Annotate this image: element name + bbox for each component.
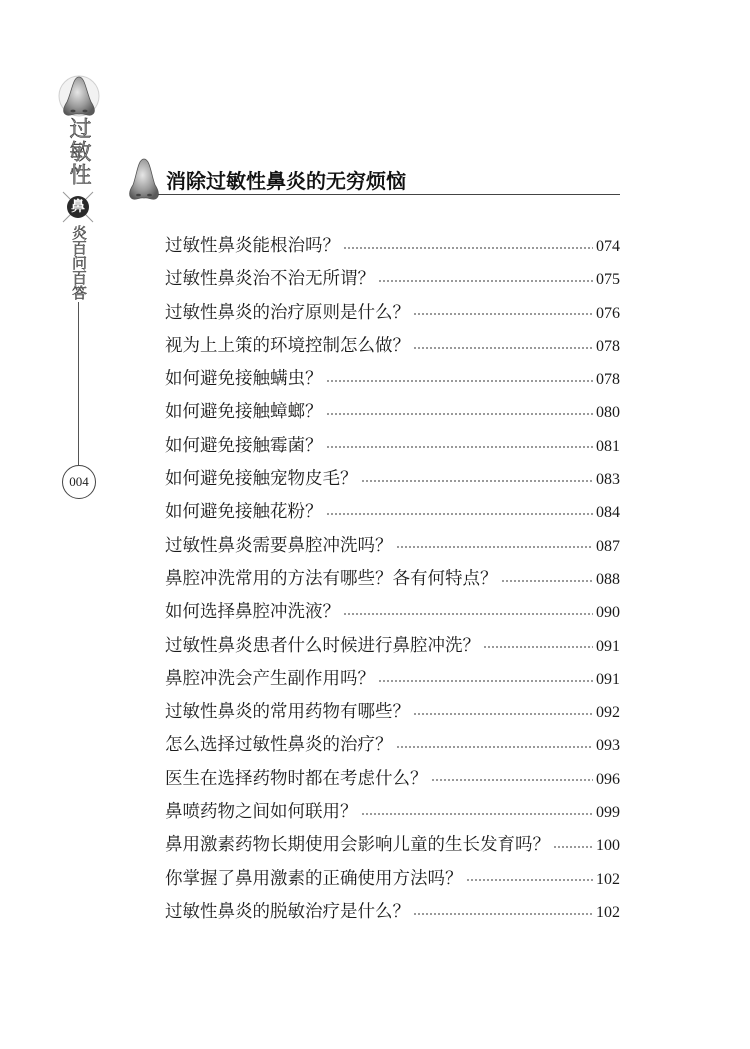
spine-title-bottom: 炎百问百答 [70, 225, 88, 300]
nose-icon [57, 74, 101, 118]
toc-dot-leader [431, 779, 594, 781]
toc-entry [165, 363, 620, 396]
toc-entry [165, 563, 620, 596]
toc-entry-title: 过敏性鼻炎的治疗原则是什么？ [165, 302, 410, 323]
toc-entry-page: 102 [596, 903, 620, 921]
toc-dot-leader [326, 513, 594, 515]
toc-entry [165, 596, 620, 629]
toc-dot-leader [413, 713, 593, 715]
toc-dot-leader [343, 613, 593, 615]
toc-dot-leader [361, 813, 594, 815]
nose-icon [126, 157, 162, 201]
toc-dot-leader [501, 580, 594, 582]
toc-entry-title: 过敏性鼻炎的脱敏治疗是什么？ [165, 901, 410, 922]
toc-entry-page: 076 [596, 304, 620, 322]
toc-entry-page: 091 [596, 670, 620, 688]
toc-entry-page: 084 [596, 504, 620, 522]
toc-entry-title: 过敏性鼻炎的常用药物有哪些？ [165, 702, 410, 723]
toc-entry-title: 怎么选择过敏性鼻炎的治疗？ [165, 735, 393, 756]
toc-dot-leader [343, 247, 593, 249]
toc-dot-leader [361, 480, 594, 482]
toc-entry [165, 696, 620, 729]
toc-entry [165, 330, 620, 363]
toc-dot-leader [396, 546, 594, 548]
toc-entry-page: 083 [596, 471, 620, 489]
toc-dot-leader [483, 646, 593, 648]
toc-entry-title: 如何避免接触蟑螂？ [165, 402, 323, 423]
toc-entry-page: 093 [596, 737, 620, 755]
toc-entry-page: 081 [596, 437, 620, 455]
toc-entry-title: 鼻用激素药物长期使用会影响儿童的生长发育吗？ [165, 835, 550, 856]
toc-entry [165, 663, 620, 696]
toc-entry-title: 过敏性鼻炎治不治无所谓？ [165, 269, 375, 290]
section-underline [158, 194, 620, 195]
toc-entry-page: 078 [596, 371, 620, 389]
toc-entry [165, 829, 620, 862]
toc-entry-title: 过敏性鼻炎患者什么时候进行鼻腔冲洗？ [165, 635, 480, 656]
toc-entry [165, 496, 620, 529]
toc-dot-leader [326, 380, 594, 382]
spine-divider [78, 302, 79, 465]
toc-entry-page: 078 [596, 337, 620, 355]
section-title: 消除过敏性鼻炎的无穷烦恼 [166, 169, 406, 193]
toc-dot-leader [413, 313, 593, 315]
toc-entry-page: 099 [596, 804, 620, 822]
toc-entry-title: 视为上上策的环境控制怎么做？ [165, 335, 410, 356]
toc-dot-leader [378, 280, 593, 282]
toc-entry-page: 088 [596, 570, 620, 588]
toc-entry [165, 430, 620, 463]
toc-entry [165, 463, 620, 496]
toc-dot-leader [326, 446, 594, 448]
toc-dot-leader [326, 413, 594, 415]
toc-entry-title: 你掌握了鼻用激素的正确使用方法吗？ [165, 868, 463, 889]
toc-entry-page: 074 [596, 238, 620, 255]
toc-entry-title: 过敏性鼻炎能根治吗？ [165, 236, 340, 256]
toc-entry [165, 796, 620, 829]
spine-title-top: 过敏性 [66, 117, 91, 186]
toc-entry-title: 如何避免接触螨虫？ [165, 369, 323, 390]
toc-entry-page: 096 [596, 770, 620, 788]
toc-dot-leader [396, 746, 594, 748]
toc-entry-page: 092 [596, 704, 620, 722]
toc-entry [165, 230, 620, 263]
toc-entry-title: 如何避免接触花粉？ [165, 502, 323, 523]
toc-entry [165, 630, 620, 663]
toc-entry-title: 医生在选择药物时都在考虑什么？ [165, 768, 428, 789]
toc-dot-leader [378, 680, 593, 682]
toc-entry-page: 102 [596, 870, 620, 888]
toc-dot-leader [466, 879, 594, 881]
toc-dot-leader [413, 913, 593, 915]
toc-entry [165, 263, 620, 296]
toc-entry-page: 090 [596, 604, 620, 622]
toc-entry-page: 087 [596, 537, 620, 555]
toc-entry [165, 297, 620, 330]
toc-entry-title: 如何避免接触宠物皮毛？ [165, 469, 358, 490]
toc-entry-title: 鼻喷药物之间如何联用？ [165, 802, 358, 823]
toc-dot-leader [413, 347, 593, 349]
toc-entry-page: 091 [596, 637, 620, 655]
toc-entry-page: 075 [596, 271, 620, 289]
toc-entry-page: 100 [596, 837, 620, 855]
toc-entry-title: 鼻腔冲洗常用的方法有哪些？各有何特点？ [165, 568, 498, 589]
spine-badge-text: 鼻 [71, 199, 85, 215]
toc-entry [165, 763, 620, 796]
page-number: 004 [62, 465, 96, 499]
toc-entry-title: 鼻腔冲洗会产生副作用吗？ [165, 668, 375, 689]
toc-entry-title: 过敏性鼻炎需要鼻腔冲洗吗？ [165, 535, 393, 556]
toc-entry [165, 729, 620, 762]
toc-entry [165, 863, 620, 896]
toc-entry-page: 080 [596, 404, 620, 422]
toc-entry-title: 如何避免接触霉菌？ [165, 435, 323, 456]
toc-entry [165, 896, 620, 929]
toc-dot-leader [553, 846, 593, 848]
toc-entry-title: 如何选择鼻腔冲洗液？ [165, 602, 340, 623]
toc-entry [165, 530, 620, 563]
toc-list [165, 230, 620, 929]
toc-entry [165, 396, 620, 429]
